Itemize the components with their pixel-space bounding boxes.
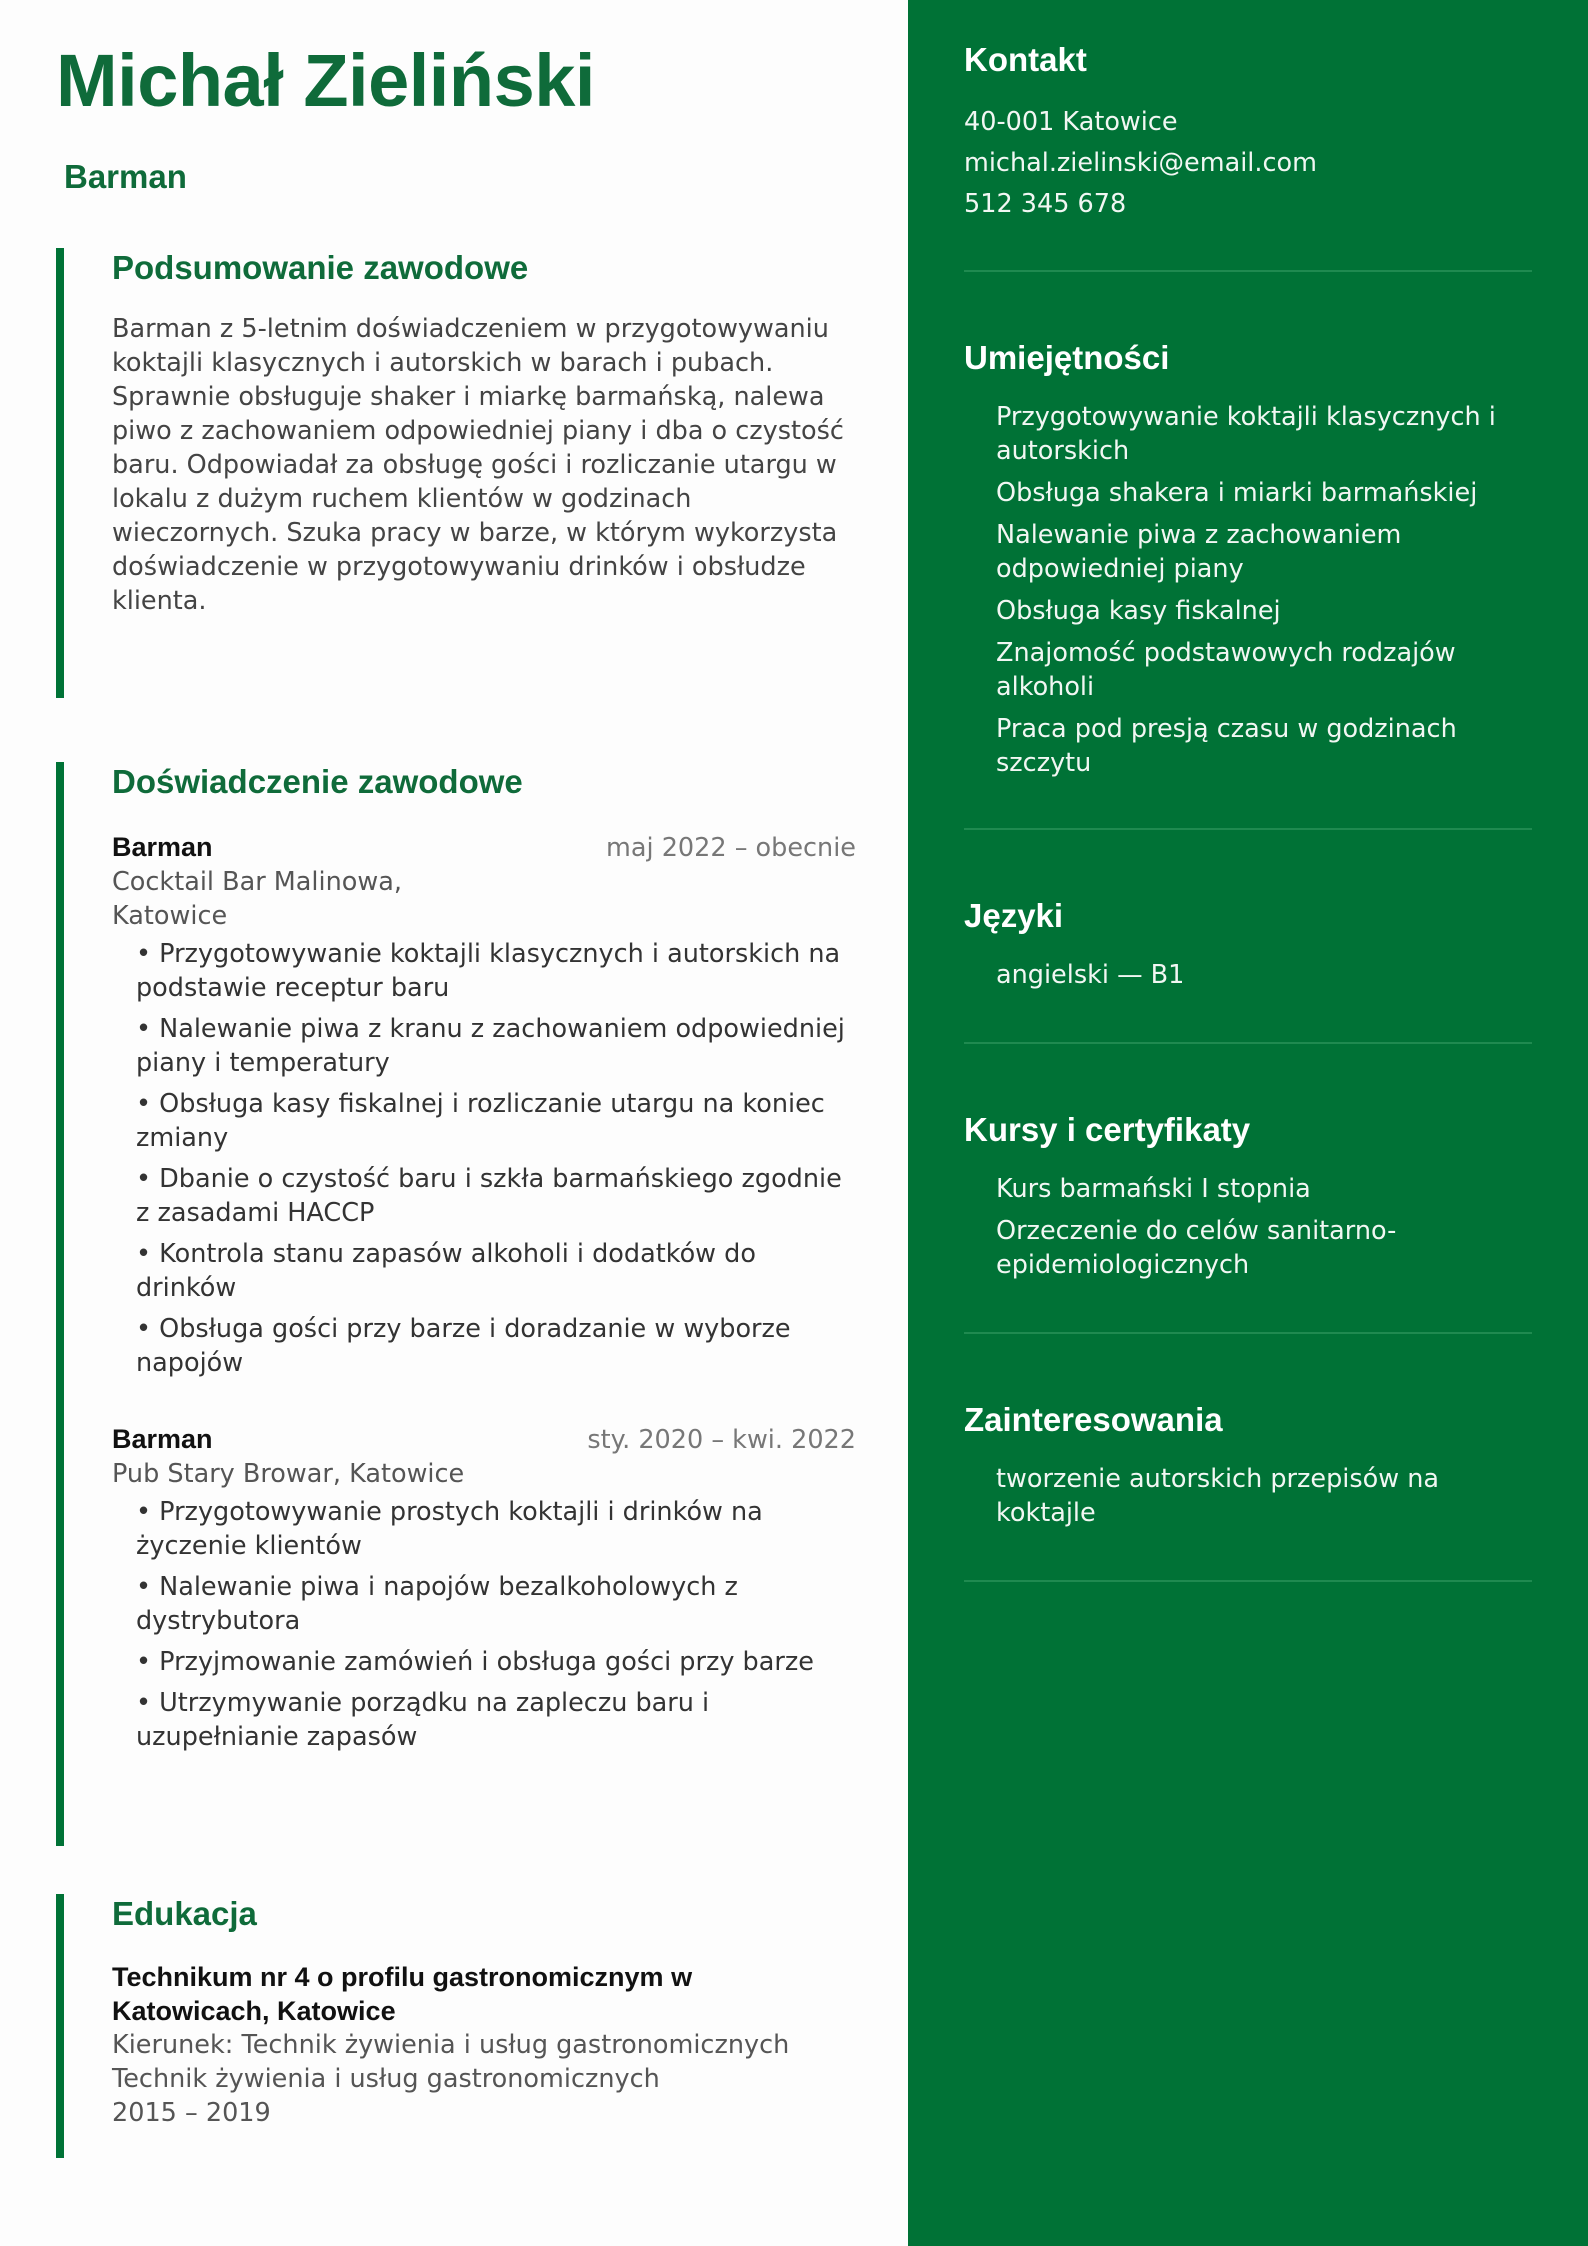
interest-item: tworzenie autorskich przepisów na koktajle	[996, 1464, 1440, 1528]
summary-text: Barman z 5-letnim doświadczeniem w przygotowywaniu koktajli klasycznych i autorskich w barach i pubach. Sprawnie obsługuje shaker i miarkę barmańską, nalewa piwo z zachowaniem odpowiedniej piany i dba o czystość baru. Odpowiadał za obsługę gości i rozliczanie utargu w lokalu z dużym ruchem klientów w godzinach wieczornych. Szuka pracy w barze, w którym wykorzysta doświadczenie w przygotowywaniu drinków i obsłudze klienta.	[112, 314, 844, 616]
divider	[964, 1332, 1532, 1334]
education-field: Kierunek: Technik żywienia i usług gastronomicznych	[112, 2030, 790, 2060]
education-school: Technikum nr 4 o profilu gastronomicznym w Katowicach, Katowice	[112, 1962, 693, 2026]
interests-section	[964, 1400, 1532, 1538]
job-bullets	[112, 1495, 856, 1754]
job-bullet: • Obsługa gości przy barze i doradzanie w wyborze napojów	[136, 1314, 791, 1378]
job-bullet: • Nalewanie piwa i napojów bezalkoholowych z dystrybutora	[136, 1572, 738, 1636]
contact-phone[interactable]: 512 345 678	[964, 189, 1127, 219]
course-item: Kurs barmański I stopnia	[996, 1174, 1311, 1204]
divider	[964, 270, 1532, 272]
summary-section	[56, 248, 856, 698]
divider	[964, 1042, 1532, 1044]
job-bullet: • Obsługa kasy fiskalnej i rozliczanie utargu na koniec zmiany	[136, 1089, 825, 1153]
job-company: Pub Stary Browar, Katowice	[112, 1459, 465, 1489]
job-role: Barman	[64, 158, 187, 195]
job-bullet: • Dbanie o czystość baru i szkła barmańskiego zgodnie z zasadami HACCP	[136, 1164, 842, 1228]
job-entry	[112, 830, 856, 1380]
job-bullet: • Przyjmowanie zamówień i obsługa gości przy barze	[136, 1647, 814, 1677]
contact-section	[964, 40, 1532, 225]
courses-list	[964, 1172, 1532, 1282]
education-degree: Technik żywienia i usług gastronomicznych	[112, 2064, 660, 2094]
experience-title: Doświadczenie zawodowe	[112, 763, 523, 800]
skill-item: Przygotowywanie koktajli klasycznych i autorskich	[996, 402, 1496, 466]
job-title: Barman	[112, 832, 213, 862]
job-bullet: • Utrzymywanie porządku na zapleczu baru i uzupełnianie zapasów	[136, 1688, 710, 1752]
courses-title: Kursy i certyfikaty	[964, 1111, 1251, 1148]
skill-item: Obsługa kasy fiskalnej	[996, 596, 1281, 626]
job-bullet: • Przygotowywanie prostych koktajli i drinków na życzenie klientów	[136, 1497, 763, 1561]
courses-section	[964, 1110, 1532, 1290]
job-company: Cocktail Bar Malinowa, Katowice	[112, 867, 402, 931]
job-title: Barman	[112, 1424, 213, 1454]
skill-item: Znajomość podstawowych rodzajów alkoholi	[996, 638, 1456, 702]
contact-address: 40-001 Katowice	[964, 107, 1178, 137]
languages-title: Języki	[964, 897, 1064, 934]
languages-section	[964, 896, 1532, 1000]
course-item: Orzeczenie do celów sanitarno-epidemiologicznych	[996, 1216, 1397, 1280]
summary-title: Podsumowanie zawodowe	[112, 249, 529, 286]
skills-title: Umiejętności	[964, 339, 1170, 376]
job-dates: sty. 2020 – kwi. 2022	[587, 1425, 856, 1455]
contact-email[interactable]: michal.zielinski@email.com	[964, 148, 1317, 178]
education-years: 2015 – 2019	[112, 2098, 271, 2128]
contact-title: Kontakt	[964, 41, 1087, 78]
skill-item: Obsługa shakera i miarki barmańskiej	[996, 478, 1478, 508]
candidate-name: Michał Zieliński	[56, 39, 595, 122]
job-bullet: • Kontrola stanu zapasów alkoholi i dodatków do drinków	[136, 1239, 756, 1303]
divider	[964, 1580, 1532, 1582]
education-title: Edukacja	[112, 1895, 257, 1932]
sidebar	[908, 0, 1588, 2246]
skill-item: Praca pod presją czasu w godzinach szczytu	[996, 714, 1457, 778]
skill-item: Nalewanie piwa z zachowaniem odpowiedniej piany	[996, 520, 1402, 584]
languages-list	[964, 958, 1532, 992]
job-bullet: • Nalewanie piwa z kranu z zachowaniem odpowiedniej piany i temperatury	[136, 1014, 845, 1078]
divider	[964, 828, 1532, 830]
job-entry	[112, 1422, 856, 1754]
education-section	[56, 1894, 856, 2158]
job-bullets	[112, 937, 856, 1380]
skills-list	[964, 400, 1532, 780]
experience-section	[56, 762, 856, 1846]
language-item: angielski — B1	[996, 960, 1185, 990]
skills-section	[964, 338, 1532, 788]
interests-list	[964, 1462, 1532, 1530]
job-dates: maj 2022 – obecnie	[606, 833, 856, 863]
job-bullet: • Przygotowywanie koktajli klasycznych i autorskich na podstawie receptur baru	[136, 939, 841, 1003]
interests-title: Zainteresowania	[964, 1401, 1223, 1438]
